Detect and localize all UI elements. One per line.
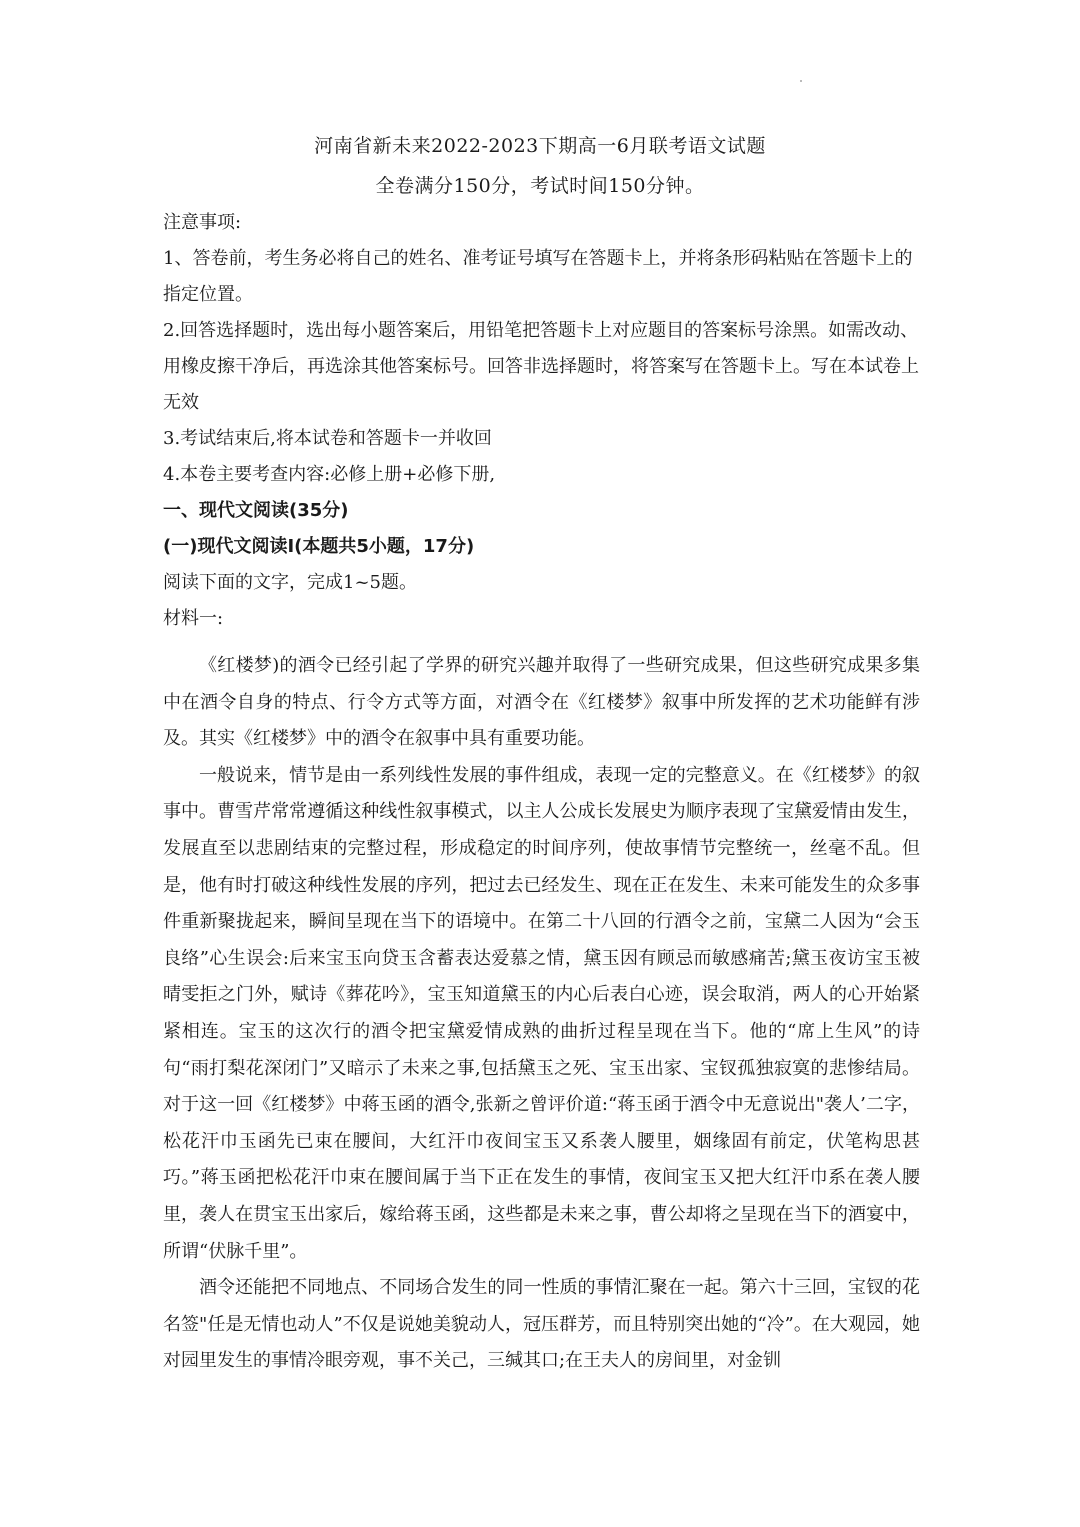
reading-instruction: 阅读下面的文字，完成1~5题。 [163, 572, 417, 593]
notice-item: 2.回答选择题时，选出每小题答案后，用铅笔把答题卡上对应题目的答案标号涂黑。如需改动、用橡皮擦干净后，再选涂其他答案标号。回答非选择题时，将答案写在答题卡上。写在本试卷上无效 [163, 320, 919, 413]
notice-item: 3.考试结束后,将本试卷和答题卡一并收回 [163, 428, 492, 449]
section-subheading: (一)现代文阅读I(本题共5小题，17分) [163, 536, 475, 557]
notice-item: 4.本卷主要考查内容:必修上册+必修下册, [163, 464, 496, 485]
passage-paragraph: 一般说来，情节是由一系列线性发展的事件组成，表现一定的完整意义。在《红楼梦》的叙事中。曹雪芹常常遵循这种线性叙事模式，以主人公成长发展史为顺序表现了宝黛爱情由发生，发展直至以悲剧结束的完整过程，形成稳定的时间序列，使故事情节完整统一，丝毫不乱。但是，他有时打破这种线性发展的序列，把过去已经发生、现在正在发生、未来可能发生的众多事件重新聚拢起来，瞬间呈现在当下的语境中。在第二十八回的行酒令之前，宝黛二人因为“会玉良络”心生误会:后来宝玉向贷玉含蓄表达爱慕之情，黛玉因有顾忌而敏感痛苦;黛玉夜访宝玉被晴雯拒之门外，赋诗《葬花吟》，宝玉知道黛玉的内心后表白心迹，误会取消，两人的心开始紧紧相连。宝玉的这次行的酒令把宝黛爱情成熟的曲折过程呈现在当下。他的“席上生风”的诗句“雨打梨花深闭门”又暗示了未来之事,包括黛玉之死、宝玉出家、宝钗孤独寂寞的悲惨结局。对于这一回《红楼梦》中蒋玉函的酒令,张新之曾评价道:“蒋玉函于酒令中无意说出"袭人’二字，松花汗巾玉函先已束在腰间，大红汗巾夜间宝玉又系袭人腰里，姻缘固有前定，伏笔构思甚巧。”蒋玉函把松花汗巾束在腰间属于当下正在发生的事情，夜间宝玉又把大红汗巾系在袭人腰里，袭人在贯宝玉出家后，嫁给蒋玉函，这些都是未来之事，曹公却将之呈现在当下的酒宴中，所谓“伏脉千里”。 [163, 764, 920, 1262]
notice-item: 1、答卷前，考生务必将自己的姓名、准考证号填写在答题卡上，并将条形码粘贴在答题卡上的指定位置。 [163, 248, 913, 305]
passage-paragraph: 酒令还能把不同地点、不同场合发生的同一性质的事情汇聚在一起。第六十三回，宝钗的花名签"任是无情也动人”不仅是说她美貌动人，冠压群芳，而且特别突出她的“冷”。在大观园，她对园里发生的事情冷眼旁观，事不关己，三缄其口;在王夫人的房间里，对金钏 [163, 1277, 920, 1372]
exam-title: 河南省新未来2022-2023下期高一6月联考语文试题 [314, 135, 766, 157]
scan-speck [800, 80, 802, 82]
section-heading: 一、现代文阅读(35分) [163, 500, 349, 521]
passage-paragraph: 《红楼梦)的酒令已经引起了学界的研究兴趣并取得了一些研究成果，但这些研究成果多集中在酒令自身的特点、行令方式等方面，对酒令在《红楼梦》叙事中所发挥的艺术功能鲜有涉及。其实《红楼梦》中的酒令在叙事中具有重要功能。 [163, 655, 920, 750]
material-label: 材料一: [163, 608, 224, 629]
exam-subtitle: 全卷满分150分，考试时间150分钟。 [375, 175, 705, 197]
notice-heading: 注意事项: [163, 212, 242, 233]
notice-block [163, 205, 923, 637]
passage [163, 648, 920, 1380]
